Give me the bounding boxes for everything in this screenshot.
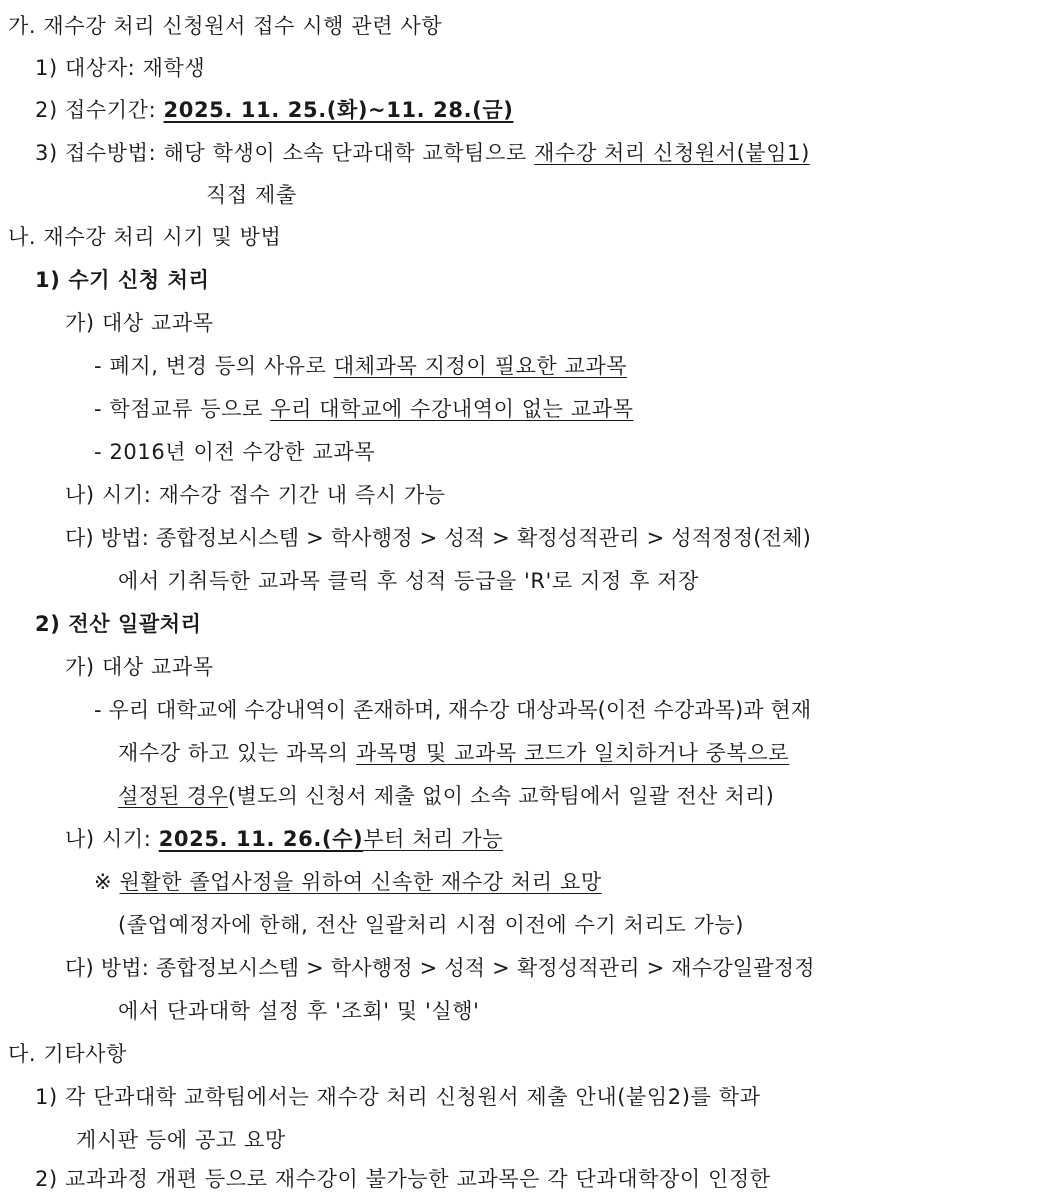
ga-target: 1) 대상자: 재학생: [35, 56, 206, 80]
batch-start-date: 2025. 11. 26.(수): [158, 827, 364, 851]
section-da-heading: 다. 기타사항: [8, 1042, 127, 1066]
manual-method-cont: 에서 기취득한 교과목 클릭 후 성적 등급을 'R'로 지정 후 저장: [118, 569, 700, 593]
ga-period: 2) 접수기간: 2025. 11. 25.(화)~11. 28.(금): [35, 98, 514, 122]
batch-method-cont: 에서 단과대학 설정 후 '조회' 및 '실행': [118, 999, 480, 1023]
batch-note-cont: (졸업예정자에 한해, 전산 일괄처리 시점 이전에 수기 처리도 가능): [118, 913, 745, 937]
batch-method: 다) 방법: 종합정보시스템 > 학사행정 > 성적 > 확정성적관리 > 재수강일괄정정: [65, 956, 815, 980]
manual-title: 1) 수기 신청 처리: [35, 268, 210, 292]
batch-target-heading: 가) 대상 교과목: [65, 655, 214, 679]
manual-item-3: - 2016년 이전 수강한 교과목: [94, 440, 376, 464]
manual-item-2: - 학점교류 등으로 우리 대학교에 수강내역이 없는 교과목: [94, 397, 634, 421]
batch-timing: 나) 시기: 2025. 11. 26.(수)부터 처리 가능: [65, 827, 504, 851]
batch-item-line-1: - 우리 대학교에 수강내역이 존재하며, 재수강 대상과목(이전 수강과목)과 현재: [94, 698, 812, 722]
ga-method-cont: 직접 제출: [206, 183, 297, 207]
batch-note: ※ 원활한 졸업사정을 위하여 신속한 재수강 처리 요망: [94, 870, 602, 894]
batch-title: 2) 전산 일괄처리: [35, 612, 202, 636]
application-form-ref: 재수강 처리 신청원서(붙임1): [534, 141, 810, 165]
period-dates: 2025. 11. 25.(화)~11. 28.(금): [163, 98, 514, 122]
da-item-1-line-1: 1) 각 단과대학 교학팀에서는 재수강 처리 신청원서 제출 안내(붙임2)를 학과: [35, 1085, 761, 1109]
section-na-heading: 나. 재수강 처리 시기 및 방법: [8, 225, 282, 249]
section-ga-heading: 가. 재수강 처리 신청원서 접수 시행 관련 사항: [8, 14, 443, 38]
reference-mark: ※: [94, 870, 120, 894]
manual-method: 다) 방법: 종합정보시스템 > 학사행정 > 성적 > 확정성적관리 > 성적정정(전체): [65, 526, 811, 550]
manual-target-heading: 가) 대상 교과목: [65, 311, 214, 335]
manual-timing: 나) 시기: 재수강 접수 기간 내 즉시 가능: [65, 483, 446, 507]
da-item-1-line-2: 게시판 등에 공고 요망: [76, 1128, 286, 1152]
batch-item-line-3: 설정된 경우(별도의 신청서 제출 없이 소속 교학팀에서 일괄 전산 처리): [118, 784, 775, 808]
batch-item-line-2: 재수강 하고 있는 과목의 과목명 및 교과목 코드가 일치하거나 중복으로: [118, 741, 790, 765]
da-item-2-line-1: 2) 교과과정 개편 등으로 재수강이 불가능한 교과목은 각 단과대학장이 인정한: [35, 1167, 771, 1191]
ga-method: 3) 접수방법: 해당 학생이 소속 단과대학 교학팀으로 재수강 처리 신청원서(붙임1): [35, 141, 810, 165]
manual-item-1: - 폐지, 변경 등의 사유로 대체과목 지정이 필요한 교과목: [94, 354, 628, 378]
